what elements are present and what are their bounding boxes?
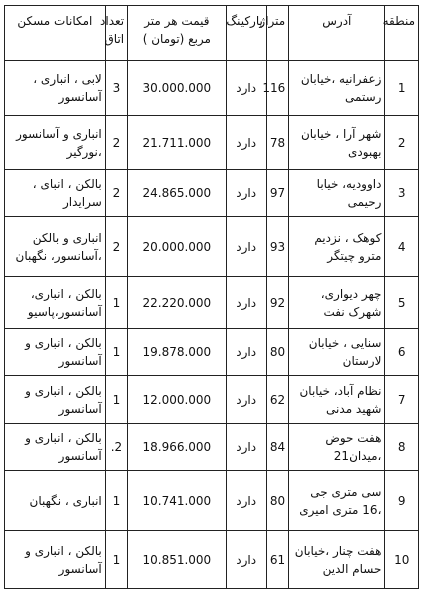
cell-address: چهر دیواری، شهرک نفت — [289, 277, 385, 329]
cell-region: 9 — [385, 471, 419, 531]
cell-area: 80 — [266, 329, 288, 376]
cell-features: بالکن ، انبای ، سرایدار — [5, 170, 106, 217]
cell-area: 80 — [266, 471, 288, 531]
cell-area: 97 — [266, 170, 288, 217]
cell-features: بالکن ، انباری و آسانسور — [5, 376, 106, 424]
cell-rooms: 1 — [105, 531, 127, 589]
cell-address: نظام آباد، خیابان شهید مدنی — [289, 376, 385, 424]
table-row — [5, 471, 419, 531]
cell-region: 6 — [385, 329, 419, 376]
cell-features: انباری و آسانسور ،نورگیر — [5, 116, 106, 170]
cell-address: داوودیه، خیابا رحیمی — [289, 170, 385, 217]
cell-region: 4 — [385, 217, 419, 277]
cell-parking: دارد — [226, 61, 266, 116]
cell-price: 18.966.000 — [128, 424, 226, 471]
cell-area: 62 — [266, 376, 288, 424]
cell-parking: دارد — [226, 277, 266, 329]
cell-region: 3 — [385, 170, 419, 217]
cell-address: زعفرانیه ،خیابان رستمی — [289, 61, 385, 116]
cell-rooms: 1 — [105, 329, 127, 376]
cell-price: 22.220.000 — [128, 277, 226, 329]
cell-parking: دارد — [226, 531, 266, 589]
table-row — [5, 329, 419, 376]
cell-region: 1 — [385, 61, 419, 116]
cell-area: 92 — [266, 277, 288, 329]
header-parking: پارکینگ — [226, 6, 266, 61]
table-row — [5, 170, 419, 217]
cell-rooms: 2 — [105, 170, 127, 217]
cell-features: بالکن ، انباری، آسانسور،پاسیو — [5, 277, 106, 329]
cell-region: 7 — [385, 376, 419, 424]
header-row — [5, 6, 419, 61]
table-row — [5, 217, 419, 277]
cell-address: هفت چنار ،خیابان حسام الدین — [289, 531, 385, 589]
header-rooms: تعداد اتاق — [105, 6, 127, 61]
header-features: امکانات مسکن — [5, 6, 106, 61]
cell-area: 84 — [266, 424, 288, 471]
cell-rooms: 1 — [105, 277, 127, 329]
cell-features: بالکن ، انباری و آسانسور — [5, 329, 106, 376]
cell-rooms: 1 — [105, 471, 127, 531]
cell-rooms: 2 — [105, 116, 127, 170]
cell-address: شهر آرا ، خیابان بهبودی — [289, 116, 385, 170]
header-price: قیمت هر متر مربع (تومان ) — [128, 6, 226, 61]
cell-price: 19.878.000 — [128, 329, 226, 376]
cell-address: سی متری جی ،16 متری امیری — [289, 471, 385, 531]
cell-features: انباری ، نگهبان — [5, 471, 106, 531]
cell-rooms: 1 — [105, 376, 127, 424]
cell-price: 10.851.000 — [128, 531, 226, 589]
cell-area: 116 — [266, 61, 288, 116]
cell-area: 61 — [266, 531, 288, 589]
cell-region: 8 — [385, 424, 419, 471]
cell-region: 2 — [385, 116, 419, 170]
cell-rooms: 2. — [105, 424, 127, 471]
cell-features: لابی ، انباری ، آسانسور — [5, 61, 106, 116]
cell-parking: دارد — [226, 116, 266, 170]
cell-price: 30.000.000 — [128, 61, 226, 116]
cell-features: انباری و بالکن ،آسانسور، نگهبان — [5, 217, 106, 277]
cell-address: کوهک ، نزدیم مترو چیتگر — [289, 217, 385, 277]
cell-region: 5 — [385, 277, 419, 329]
table-row — [5, 424, 419, 471]
cell-area: 78 — [266, 116, 288, 170]
header-region: منطقه — [385, 6, 419, 61]
cell-parking: دارد — [226, 376, 266, 424]
cell-price: 10.741.000 — [128, 471, 226, 531]
cell-price: 21.711.000 — [128, 116, 226, 170]
cell-rooms: 3 — [105, 61, 127, 116]
header-address: آدرس — [289, 6, 385, 61]
cell-price: 24.865.000 — [128, 170, 226, 217]
table-row — [5, 61, 419, 116]
cell-region: 10 — [385, 531, 419, 589]
cell-price: 12.000.000 — [128, 376, 226, 424]
cell-parking: دارد — [226, 217, 266, 277]
cell-rooms: 2 — [105, 217, 127, 277]
cell-price: 20.000.000 — [128, 217, 226, 277]
header-area: متراژ — [266, 6, 288, 61]
cell-features: بالکن ، انباری و آسانسور — [5, 424, 106, 471]
table-row — [5, 277, 419, 329]
cell-parking: دارد — [226, 329, 266, 376]
cell-features: بالکن ، انباری و آسانسور — [5, 531, 106, 589]
cell-address: هفت حوض ،میدان21 — [289, 424, 385, 471]
table-row — [5, 376, 419, 424]
cell-area: 93 — [266, 217, 288, 277]
table-row — [5, 116, 419, 170]
cell-parking: دارد — [226, 170, 266, 217]
cell-parking: دارد — [226, 424, 266, 471]
table-row — [5, 531, 419, 589]
cell-parking: دارد — [226, 471, 266, 531]
housing-table — [4, 5, 419, 589]
cell-address: سنایی ، خیابان لارستان — [289, 329, 385, 376]
